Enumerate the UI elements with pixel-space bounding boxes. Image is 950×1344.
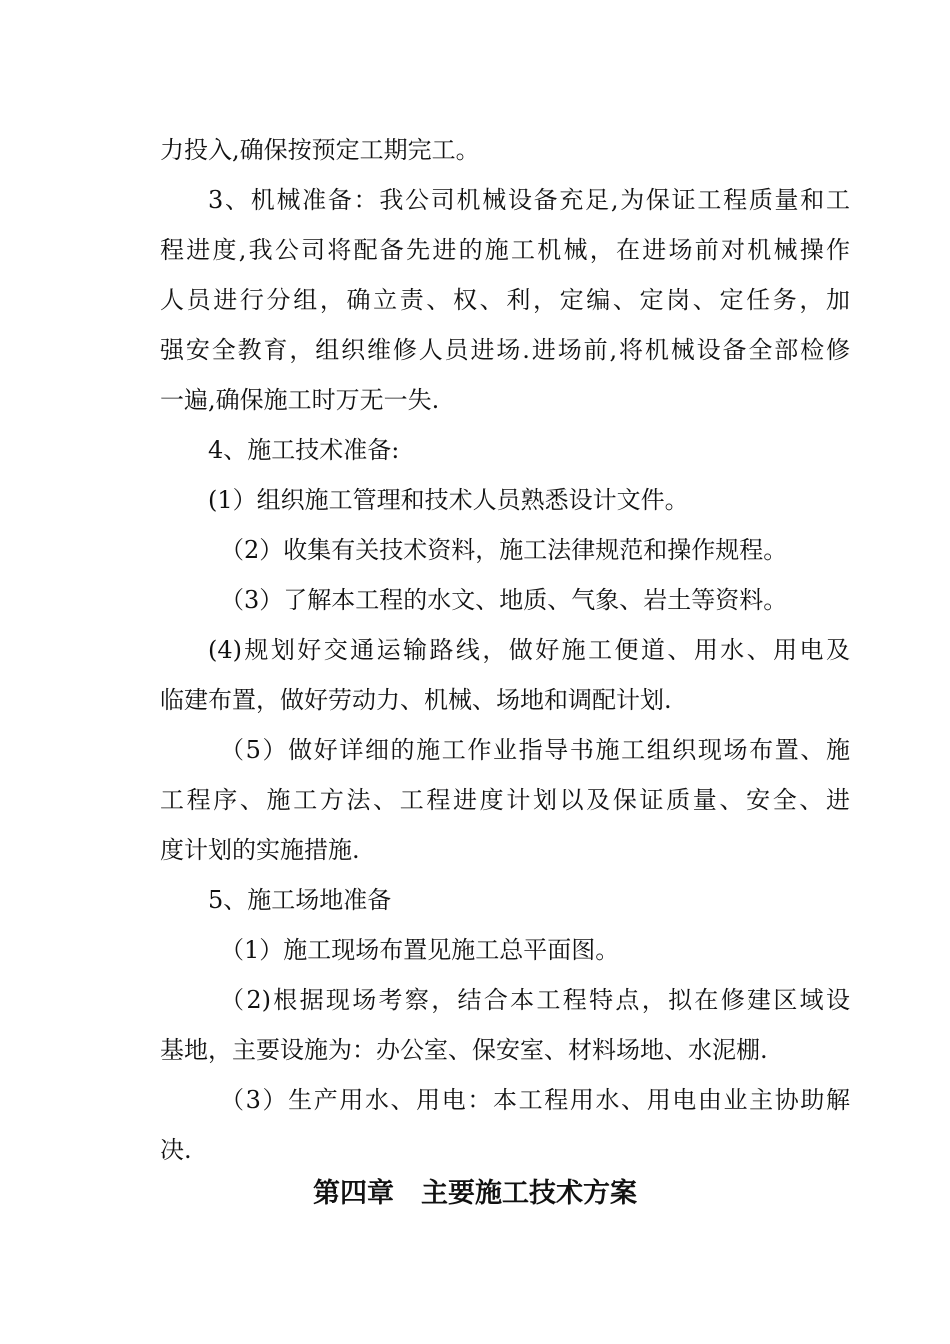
text-line: 一遍,确保施工时万无一失.: [160, 386, 440, 414]
text-line: (4)规划好交通运输路线，做好施工便道、用水、用电及: [208, 636, 850, 664]
chapter-heading: 第四章 主要施工技术方案: [313, 1178, 637, 1209]
text-line: 人员进行分组，确立责、权、利，定编、定岗、定任务，加: [160, 286, 850, 314]
text-line: （2）收集有关技术资料，施工法律规范和操作规程。: [220, 536, 788, 564]
text-line: 程进度,我公司将配备先进的施工机械，在进场前对机械操作: [160, 236, 850, 264]
text-line: 度计划的实施措施.: [160, 836, 360, 864]
text-line: 4、施工技术准备:: [208, 436, 400, 464]
text-line: （5）做好详细的施工作业指导书施工组织现场布置、施: [220, 736, 850, 764]
text-line: 强安全教育，组织维修人员进场.进场前,将机械设备全部检修: [160, 336, 850, 364]
text-line: (1）组织施工管理和技术人员熟悉设计文件。: [208, 486, 689, 514]
text-line: （3）生产用水、用电：本工程用水、用电由业主协助解: [220, 1086, 850, 1114]
text-line: 临建布置，做好劳动力、机械、场地和调配计划.: [160, 686, 672, 714]
text-line: （3）了解本工程的水文、地质、气象、岩土等资料。: [220, 586, 788, 614]
text-line: 基地，主要设施为：办公室、保安室、材料场地、水泥棚.: [160, 1036, 768, 1064]
text-line: 5、施工场地准备: [208, 886, 392, 914]
text-line: （1）施工现场布置见施工总平面图。: [220, 936, 620, 964]
text-line: 工程序、施工方法、工程进度计划以及保证质量、安全、进: [160, 786, 850, 814]
text-line: 决.: [160, 1136, 192, 1164]
text-line: （2)根据现场考察，结合本工程特点，拟在修建区域设: [220, 986, 850, 1014]
text-line: 力投入,确保按预定工期完工。: [160, 136, 480, 164]
text-line: 3、机械准备：我公司机械设备充足,为保证工程质量和工: [208, 186, 850, 214]
